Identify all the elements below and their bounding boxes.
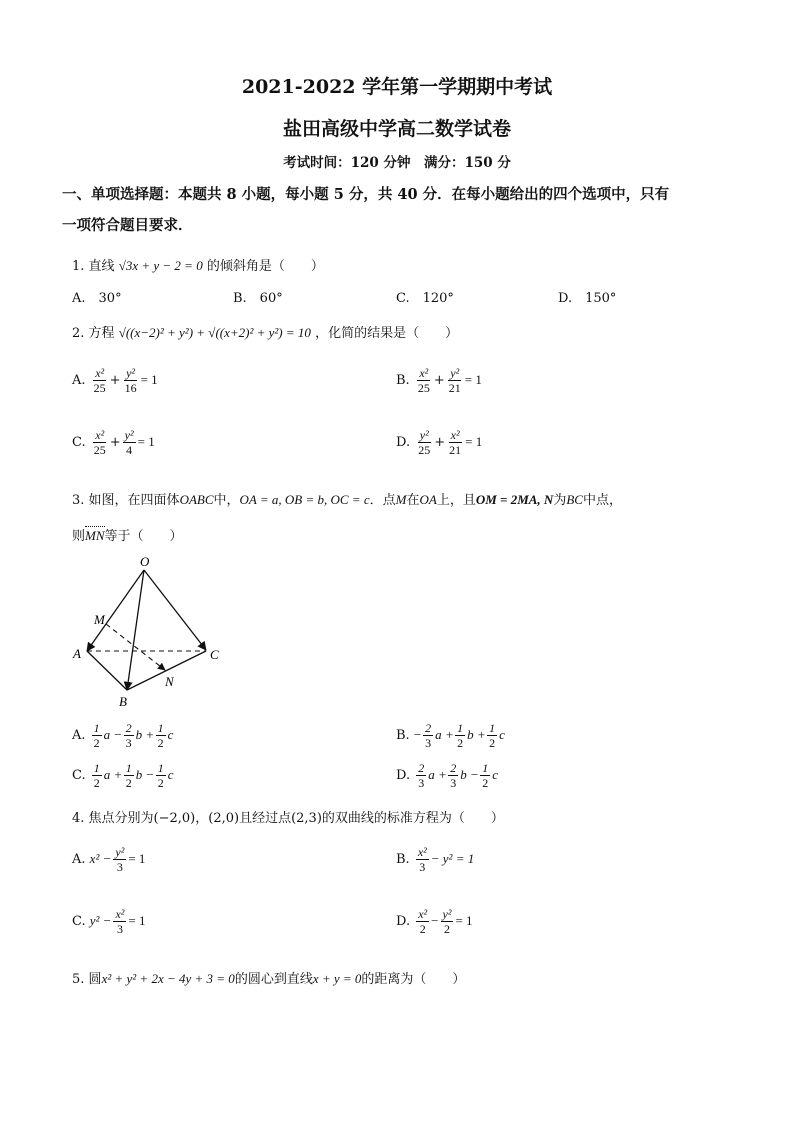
question-text: 则	[72, 529, 86, 544]
denominator: 21	[448, 381, 461, 395]
q2-option-b: B. $\frac{\text{x²}}{25}$ + $\frac{\text{y²}}{21}$ = 1	[396, 366, 482, 395]
question-3	[72, 489, 622, 508]
numerator: x²	[115, 907, 125, 921]
fraction	[455, 721, 465, 750]
denominator: 25	[418, 443, 431, 457]
denominator: 3	[125, 736, 132, 750]
q4-option-b	[396, 845, 474, 874]
question-number: 2.	[72, 326, 85, 341]
question-text: 如图，在四面体	[88, 493, 180, 508]
option-label: A.	[72, 852, 86, 867]
vector-symbol: c	[167, 767, 174, 782]
numerator: 1	[157, 721, 164, 735]
fraction	[92, 761, 102, 790]
sign: +	[477, 727, 486, 742]
fraction	[113, 907, 126, 936]
numerator: 1	[125, 761, 132, 775]
section-heading-line1: 一、单项选择题：本题共 8 小题，每小题 5 分，共 40 分．在每小题给出的四个选项中，只有	[62, 186, 670, 203]
denominator: 16	[124, 381, 137, 395]
option-label: A.	[72, 373, 86, 388]
equation-rhs: = 1	[128, 851, 146, 866]
question-text: 的倾斜角是（ ）	[206, 259, 324, 274]
fraction	[416, 845, 429, 874]
option-label: B.	[396, 852, 410, 867]
edge-oa	[87, 570, 144, 651]
equation-rhs: = 1	[137, 434, 155, 449]
numerator: x²	[450, 428, 460, 442]
option-label: B.	[396, 373, 410, 388]
sign: −	[470, 767, 479, 782]
sign: −	[114, 727, 122, 742]
question-text: 中，	[213, 493, 240, 508]
math-symbol: OABC	[179, 492, 214, 507]
fraction	[416, 366, 432, 395]
denominator: 2	[457, 736, 464, 750]
fraction	[113, 845, 126, 874]
q2-option-d: D. $\frac{\text{y²}}{25}$ + $\frac{\text{x²}}{21}$ = 1	[396, 428, 483, 457]
label-m: M	[94, 612, 105, 627]
q1-option-d: D. 150°	[558, 291, 617, 306]
question-1	[72, 255, 324, 274]
numerator: y²	[126, 366, 136, 380]
numerator: x²	[418, 907, 428, 921]
denominator: 3	[419, 860, 426, 874]
section-heading-line2: 一项符合题目要求．	[62, 217, 193, 234]
numerator: y²	[419, 428, 429, 442]
fraction	[441, 907, 454, 936]
edge-ob	[127, 570, 144, 690]
vector-symbol: a	[435, 727, 442, 742]
circle-equation: x² + y² + 2x − 4y + 3 = 0	[101, 971, 235, 986]
q4-option-c	[72, 907, 146, 936]
denominator: 25	[417, 381, 430, 395]
edge-oc	[144, 570, 206, 650]
question-number: 5.	[72, 972, 85, 987]
question-text: 圆	[88, 972, 102, 987]
fraction	[447, 366, 463, 395]
question-text: 中点，	[582, 493, 622, 508]
q3-option-b	[396, 721, 505, 750]
fraction	[124, 721, 134, 750]
option-label: A.	[72, 728, 86, 743]
fraction	[487, 721, 497, 750]
question-2	[72, 322, 458, 341]
denominator: 2	[482, 776, 489, 790]
question-text: 焦点分别为(−2,0)，(2,0)且经过点(2,3)的双曲线的标准方程为（ ）	[88, 811, 504, 826]
vector-mn: MN	[85, 528, 105, 543]
condition-equation: OM = 2MA, N	[475, 492, 554, 507]
numerator: 2	[450, 761, 457, 775]
vector-symbol: c	[167, 727, 174, 742]
sign: +	[438, 767, 447, 782]
fraction	[156, 721, 166, 750]
option-label: C.	[72, 435, 86, 450]
q3-option-c	[72, 761, 174, 790]
numerator: y²	[442, 907, 452, 921]
fraction	[123, 366, 139, 395]
denominator: 2	[443, 922, 450, 936]
denominator: 4	[126, 443, 133, 457]
label-n: N	[165, 674, 174, 689]
option-label: D.	[396, 768, 411, 783]
vector-symbol: c	[492, 767, 498, 782]
numerator: y²	[124, 428, 134, 442]
math-symbol: M	[395, 492, 407, 507]
equation-rhs: = 1	[455, 913, 473, 928]
question-5	[72, 968, 465, 987]
denominator: 3	[418, 776, 425, 790]
question-text: ，化简的结果是（ ）	[315, 326, 459, 341]
denominator: 2	[489, 736, 496, 750]
q3-option-a	[72, 721, 173, 750]
exam-title: 2021-2022 学年第一学期期中考试	[241, 76, 553, 98]
vector-symbol: b	[135, 727, 143, 742]
denominator: 25	[93, 443, 106, 457]
equation-rhs: = 1	[464, 372, 482, 387]
equation: √3x + y − 2 = 0	[118, 258, 203, 273]
sign: +	[445, 727, 454, 742]
question-text: 上，且	[436, 493, 476, 508]
denominator: 2	[157, 776, 164, 790]
question-text: 为	[553, 493, 567, 508]
q1-option-c: C. 120°	[396, 291, 454, 306]
numerator: 1	[93, 761, 100, 775]
fraction	[124, 761, 134, 790]
question-4	[72, 807, 504, 826]
math-symbol: OA	[419, 492, 437, 507]
option-label: B.	[396, 728, 410, 743]
denominator: 25	[93, 381, 106, 395]
q2-option-a: A. $\frac{\text{x²}}{25}$ + $\frac{\text{y²}}{16}$ = 1	[72, 366, 158, 395]
fraction	[416, 907, 429, 936]
numerator: 2	[418, 761, 425, 775]
equation-rhs: = 1	[140, 372, 158, 387]
line-equation: x + y = 0	[312, 971, 362, 986]
q2-option-c: C. $\frac{\text{x²}}{25}$ + $\frac{\text{y²}}{4}$ = 1	[72, 428, 155, 457]
numerator: y²	[115, 845, 125, 859]
question-text: 的圆心到直线	[234, 972, 313, 987]
fraction	[156, 761, 166, 790]
numerator: 1	[489, 721, 496, 735]
vector-symbol: b	[467, 727, 474, 742]
q1-option-a: A. 30°	[72, 291, 122, 306]
vector-symbol: a	[428, 767, 435, 782]
sign: −	[413, 727, 422, 742]
equation-rhs: = 1	[128, 913, 146, 928]
denominator: 2	[419, 922, 426, 936]
q1-option-b: B. 60°	[233, 291, 283, 306]
option-label: C.	[72, 768, 86, 783]
numerator: 2	[125, 721, 132, 735]
label-a: A	[73, 646, 81, 661]
numerator: 1	[157, 761, 164, 775]
option-label: D.	[396, 435, 411, 450]
numerator: y²	[450, 366, 460, 380]
q4-option-a	[72, 845, 145, 874]
tetrahedron-figure	[60, 552, 230, 712]
question-number: 4.	[72, 811, 85, 826]
denominator: 2	[93, 776, 100, 790]
fraction	[416, 428, 432, 457]
sign: −	[431, 913, 439, 928]
edge-ab	[87, 651, 127, 690]
equation-part: x² −	[89, 851, 112, 866]
denominator: 3	[450, 776, 457, 790]
equation-part: − y² = 1	[430, 851, 475, 866]
denominator: 2	[125, 776, 132, 790]
vector-symbol: b	[460, 767, 467, 782]
q4-option-d	[396, 907, 473, 936]
label-o: O	[140, 554, 150, 569]
vector-symbol: b	[135, 767, 143, 782]
numerator: 1	[93, 721, 100, 735]
numerator: 2	[425, 721, 432, 735]
numerator: 1	[457, 721, 464, 735]
question-3-line2	[72, 525, 183, 544]
exam-info: 考试时间：120 分钟 满分：150 分	[283, 155, 511, 171]
school-title: 盐田高级中学高二数学试卷	[282, 118, 511, 140]
question-text: 方程	[88, 326, 115, 341]
numerator: x²	[419, 366, 429, 380]
question-text: 等于（ ）	[104, 529, 183, 544]
vector-symbol: c	[499, 727, 505, 742]
numerator: x²	[95, 428, 105, 442]
fraction	[447, 428, 463, 457]
denominator: 2	[93, 736, 100, 750]
fraction	[123, 428, 136, 457]
fraction	[92, 721, 102, 750]
fraction	[423, 721, 433, 750]
numerator: 1	[482, 761, 489, 775]
q3-option-d	[396, 761, 498, 790]
math-symbol: BC	[566, 492, 583, 507]
fraction	[448, 761, 458, 790]
question-text: ．点	[369, 493, 396, 508]
denominator: 3	[116, 922, 123, 936]
option-label: D.	[396, 914, 411, 929]
equation-part: y² −	[89, 913, 112, 928]
question-number: 1.	[72, 259, 85, 274]
fraction	[480, 761, 490, 790]
vector-symbol: a	[103, 767, 111, 782]
denominator: 2	[157, 736, 164, 750]
question-text: 直线	[88, 259, 115, 274]
denominator: 3	[116, 860, 123, 874]
question-text: 在	[406, 493, 420, 508]
label-c: C	[210, 647, 219, 662]
sign: −	[146, 767, 154, 782]
question-number: 3.	[72, 493, 85, 508]
vector-equation: OA = a, OB = b, OC = c	[239, 492, 370, 507]
denominator: 21	[449, 443, 462, 457]
numerator: x²	[417, 845, 427, 859]
question-text: 的距离为（ ）	[361, 972, 466, 987]
label-b: B	[119, 694, 127, 709]
equation-rhs: = 1	[465, 434, 483, 449]
sign: +	[114, 767, 122, 782]
equation: √((x−2)² + y²) + √((x+2)² + y²) = 10	[118, 325, 311, 340]
fraction	[92, 428, 108, 457]
fraction	[92, 366, 108, 395]
numerator: x²	[95, 366, 105, 380]
vector-symbol: a	[103, 727, 111, 742]
denominator: 3	[425, 736, 432, 750]
fraction	[416, 761, 426, 790]
option-label: C.	[72, 914, 86, 929]
sign: +	[146, 727, 154, 742]
